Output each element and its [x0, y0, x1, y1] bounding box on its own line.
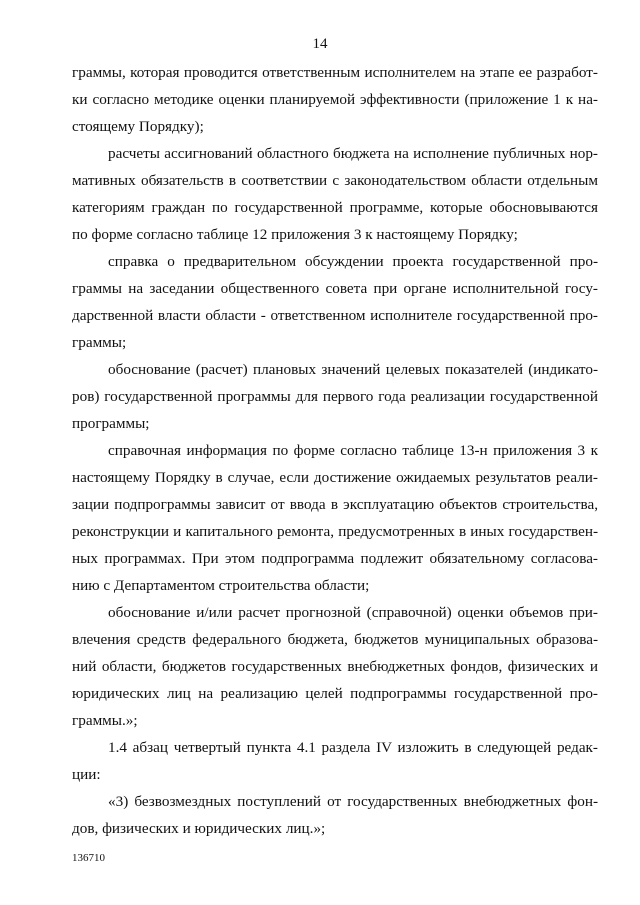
text-line: обоснование (расчет) плановых значений целевых показателей (индикато- [108, 361, 598, 378]
text-line: ров) государственной программы для первого года реализации государственной [72, 388, 598, 405]
text-line: настоящему Порядку в случае, если достижение ожидаемых результатов реали- [72, 469, 598, 486]
text-line: ки согласно методике оценки планируемой эффективности (приложение 1 к на- [72, 91, 598, 108]
text-line: дов, физических и юридических лиц.»; [72, 820, 326, 837]
text-line: обоснование и/или расчет прогнозной (справочной) оценки объемов при- [108, 604, 598, 621]
text-line: программы; [72, 415, 150, 432]
text-line: граммы на заседании общественного совета при органе исполнительной госу- [72, 280, 598, 297]
text-line: расчеты ассигнований областного бюджета на исполнение публичных нор- [108, 145, 598, 162]
text-line: граммы; [72, 334, 127, 351]
text-line: «3) безвозмездных поступлений от государственных внебюджетных фон- [108, 793, 598, 810]
text-line: граммы.»; [72, 712, 138, 729]
text-line: справочная информация по форме согласно таблице 13-н приложения 3 к [108, 442, 598, 459]
text-line: дарственной власти области - ответственном исполнителе государственной про- [72, 307, 598, 324]
text-line: ции: [72, 766, 101, 783]
text-line: нию с Департаментом строительства области; [72, 577, 370, 594]
text-line: юридических лиц на реализацию целей подпрограммы государственной про- [72, 685, 598, 702]
text-line: ний области, бюджетов государственных внебюджетных фондов, физических и [72, 658, 598, 675]
page-number: 14 [312, 36, 328, 52]
text-line: 1.4 абзац четвертый пункта 4.1 раздела IV изложить в следующей редак- [108, 739, 598, 756]
text-line: мативных обязательств в соответствии с законодательством области отдельным [72, 172, 598, 189]
text-line: стоящему Порядку); [72, 118, 204, 135]
text-line: по форме согласно таблице 12 приложения 3 к настоящему Порядку; [72, 226, 518, 243]
text-line: реконструкции и капитального ремонта, предусмотренных в иных государствен- [72, 523, 598, 540]
text-line: справка о предварительном обсуждении проекта государственной про- [108, 253, 598, 270]
document-code: 136710 [72, 852, 105, 864]
text-line: категориям граждан по государственной программе, которые обосновываются [72, 199, 598, 216]
text-line: ных программах. При этом подпрограмма подлежит обязательному согласова- [72, 550, 598, 567]
text-line: граммы, которая проводится ответственным исполнителем на этапе ее разработ- [72, 64, 598, 81]
text-line: зации подпрограммы зависит от ввода в эксплуатацию объектов строительства, [72, 496, 598, 513]
text-line: влечения средств федерального бюджета, бюджетов муниципальных образова- [72, 631, 598, 648]
